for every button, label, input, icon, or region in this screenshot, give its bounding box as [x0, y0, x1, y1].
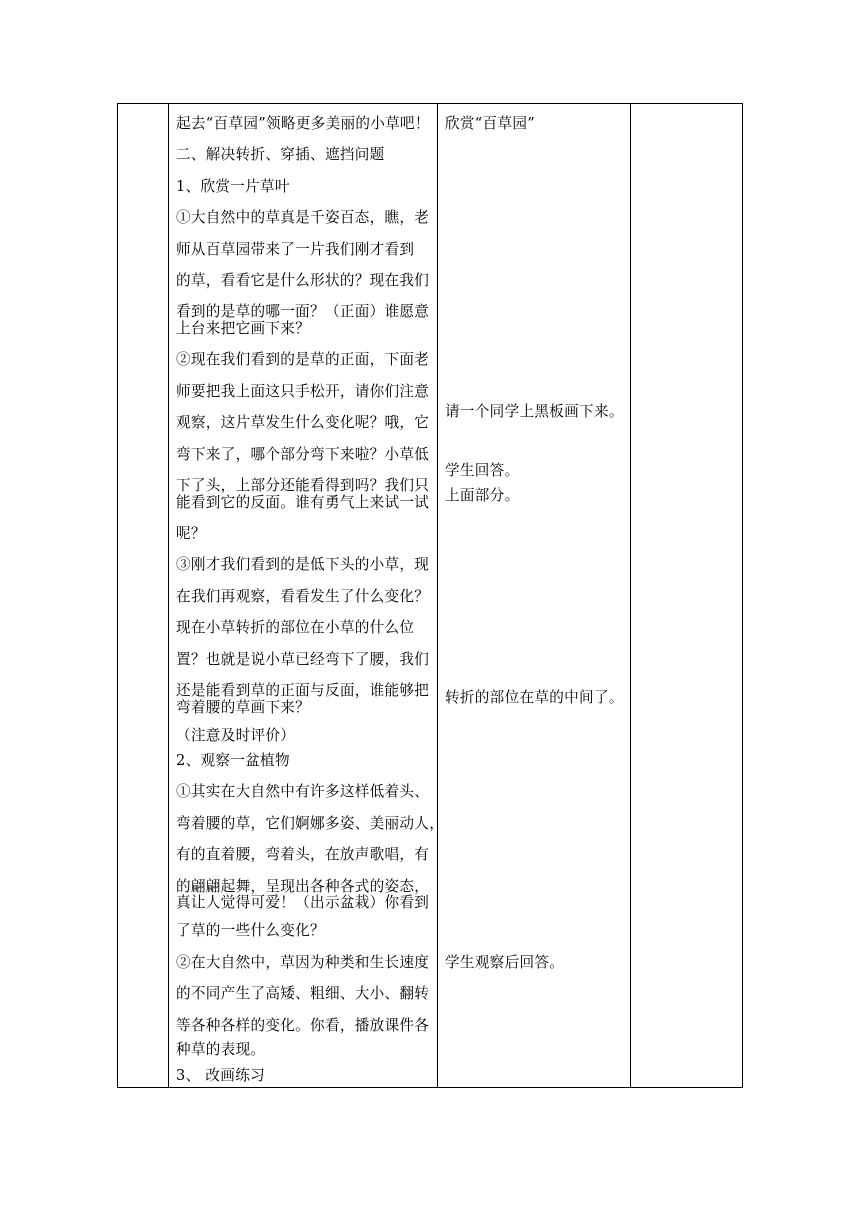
content-line: 有的直着腰，弯着头，在放声歌唱，有 [176, 846, 430, 863]
content-line: 等各种各样的变化。你看，播放课件各 [176, 1017, 430, 1034]
content-line: 师从百草园带来了一片我们刚才看到 [176, 241, 415, 258]
content-line: 上台来把它画下来？ [176, 320, 311, 337]
student-note: 转折的部位在草的中间了。 [445, 689, 624, 706]
content-line: 置？也就是说小草已经弯下了腰，我们 [176, 651, 430, 668]
content-line: 的翩翩起舞，呈现出各种各式的姿态， [176, 878, 430, 895]
content-line: 3、 改画练习 [176, 1067, 265, 1084]
teaching-content-cell [168, 104, 445, 1087]
blank-column-1 [118, 104, 168, 1087]
content-line: 起去“百草园”领略更多美丽的小草吧！ [176, 115, 430, 132]
content-line: 弯着腰的草画下来？ [176, 699, 311, 716]
content-line: ②在大自然中，草因为种类和生长速度 [176, 954, 430, 971]
content-line: 在我们再观察，看看发生了什么变化？ [176, 588, 430, 605]
content-line: 弯着腰的草，它们婀娜多姿、美丽动人， [176, 815, 445, 832]
content-line: 观察，这片草发生什么变化呢？哦，它 [176, 414, 430, 431]
content-line: 现在小草转折的部位在小草的什么位 [176, 619, 415, 636]
student-note: 学生观察后回答。 [445, 954, 565, 971]
blank-column-4 [630, 104, 742, 1087]
content-line: 下了头，上部分还能看得到吗？我们只 [176, 477, 430, 494]
content-line: 的不同产生了高矮、粗细、大小、翻转 [176, 985, 430, 1002]
content-line: 了草的一些什么变化？ [176, 922, 325, 939]
student-activity-cell [437, 104, 630, 1087]
content-line: 种草的表现。 [176, 1041, 266, 1058]
content-line: 能看到它的反面。谁有勇气上来试一试 [176, 494, 430, 511]
student-note: 请一个同学上黑板画下来。 [445, 403, 624, 420]
content-line: 弯下来了，哪个部分弯下来啦？小草低 [176, 446, 430, 463]
content-line: ①大自然中的草真是千姿百态，瞧，老 [176, 209, 430, 226]
content-line: ②现在我们看到的是草的正面，下面老 [176, 351, 430, 368]
content-line: 真让人觉得可爱！（出示盆栽）你看到 [176, 894, 430, 911]
content-line: 看到的是草的哪一面？（正面）谁愿意 [176, 303, 430, 320]
lesson-plan-table [117, 103, 743, 1088]
content-line: 师要把我上面这只手松开，请你们注意 [176, 383, 430, 400]
content-line: 二、解决转折、穿插、遮挡问题 [176, 146, 385, 163]
content-line: （注意及时评价） [176, 727, 296, 744]
content-line: ①其实在大自然中有许多这样低着头、 [176, 783, 430, 800]
student-note: 上面部分。 [445, 487, 520, 504]
content-line: ③刚才我们看到的是低下头的小草，现 [176, 556, 430, 573]
student-note: 学生回答。 [445, 462, 520, 479]
content-line: 1、欣赏一片草叶 [176, 178, 290, 195]
content-line: 的草，看看它是什么形状的？现在我们 [176, 272, 430, 289]
content-line: 2、观察一盆植物 [176, 752, 290, 769]
content-line: 呢？ [176, 525, 206, 542]
content-line: 还是能看到草的正面与反面，谁能够把 [176, 682, 430, 699]
student-note: 欣赏“百草园” [445, 115, 535, 132]
